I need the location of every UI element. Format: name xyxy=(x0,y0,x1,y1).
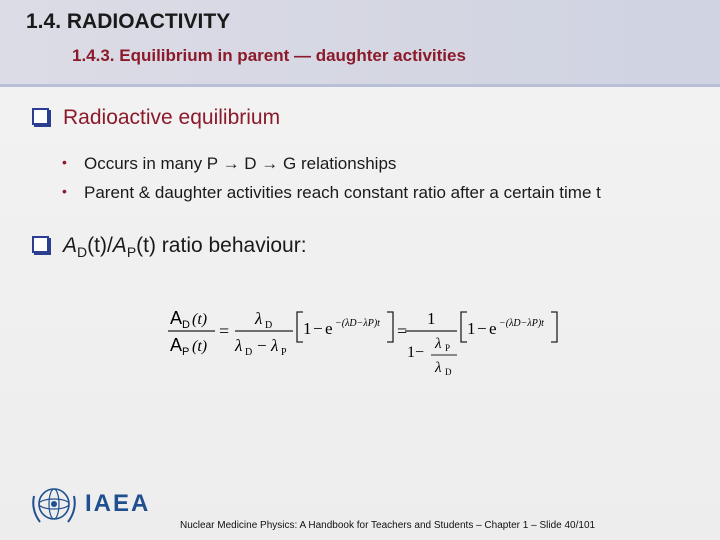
lhs-den-a: A xyxy=(170,335,183,355)
iaea-logo-icon xyxy=(28,482,80,530)
eq-sign-1: = xyxy=(219,321,230,341)
bracket2-one: 1 xyxy=(467,319,476,338)
right-bracket-1 xyxy=(387,312,393,342)
section-heading-ratio xyxy=(63,234,307,260)
frac2-inner-den: λ xyxy=(435,360,442,376)
right-bracket-2 xyxy=(551,312,557,342)
bullet-dot-icon: • xyxy=(62,183,67,199)
iaea-wordmark: IAEA xyxy=(85,490,151,517)
frac2-den-one: 1− xyxy=(407,344,425,361)
heading-sub-p: P xyxy=(126,244,137,261)
frac2-num: 1 xyxy=(427,309,436,328)
bracket2-e: e xyxy=(489,319,497,338)
bullet-text-1: Occurs in many P → D → G relationships xyxy=(84,154,397,173)
equation-svg xyxy=(165,300,565,390)
checkbox-bullet-icon xyxy=(32,236,49,253)
frac2-inner-num-sub: P xyxy=(445,343,451,353)
lhs-den-sub: P xyxy=(182,346,190,358)
bracket1-one: 1 xyxy=(303,319,312,338)
bracket2-exponent: −(λD−λP)t xyxy=(499,318,544,329)
bullet-dot-icon: • xyxy=(62,154,67,170)
header-band xyxy=(0,0,720,87)
bracket2-minus: − xyxy=(477,319,487,338)
heading-mid: (t)/ xyxy=(87,234,113,257)
bracket1-minus: − xyxy=(313,319,323,338)
heading-suffix: (t) ratio behaviour: xyxy=(136,234,307,257)
lhs-den-t: (t) xyxy=(192,338,208,355)
lhs-num-sub: D xyxy=(182,319,190,331)
bullet-text-2: Parent & daughter activities reach constant ratio after a certain time t xyxy=(84,183,601,202)
rhs-den-sub2: P xyxy=(281,347,287,358)
footer-text: Nuclear Medicine Physics: A Handbook for Teachers and Students – Chapter 1 – Slide 40/101 xyxy=(180,520,596,531)
bracket1-exponent: −(λD−λP)t xyxy=(335,318,380,329)
rhs-den-minus: − xyxy=(257,336,267,355)
rhs-den-lambda1: λ xyxy=(235,336,243,355)
frac2-inner-num: λ xyxy=(435,336,442,352)
rhs-num-sub: D xyxy=(265,320,273,331)
heading-a2: A xyxy=(112,234,127,257)
section-heading-equilibrium: Radioactive equilibrium xyxy=(63,106,281,129)
slide-title: 1.4. RADIOACTIVITY xyxy=(26,10,231,33)
lhs-num-a: A xyxy=(170,308,183,328)
frac2-inner-den-sub: D xyxy=(445,367,452,377)
rhs-num-lambda: λ xyxy=(255,309,263,328)
slide-subtitle: 1.4.3. Equilibrium in parent — daughter activities xyxy=(72,46,466,65)
eq-sign-2: = xyxy=(397,321,408,341)
heading-a1: A xyxy=(63,234,78,257)
heading-sub-d: D xyxy=(77,244,88,261)
equation-ratio xyxy=(165,300,565,390)
bracket1-e: e xyxy=(325,319,333,338)
checkbox-bullet-icon xyxy=(32,108,49,125)
rhs-den-sub1: D xyxy=(245,347,253,358)
rhs-den-lambda2: λ xyxy=(271,336,279,355)
lhs-num-t: (t) xyxy=(192,311,208,328)
